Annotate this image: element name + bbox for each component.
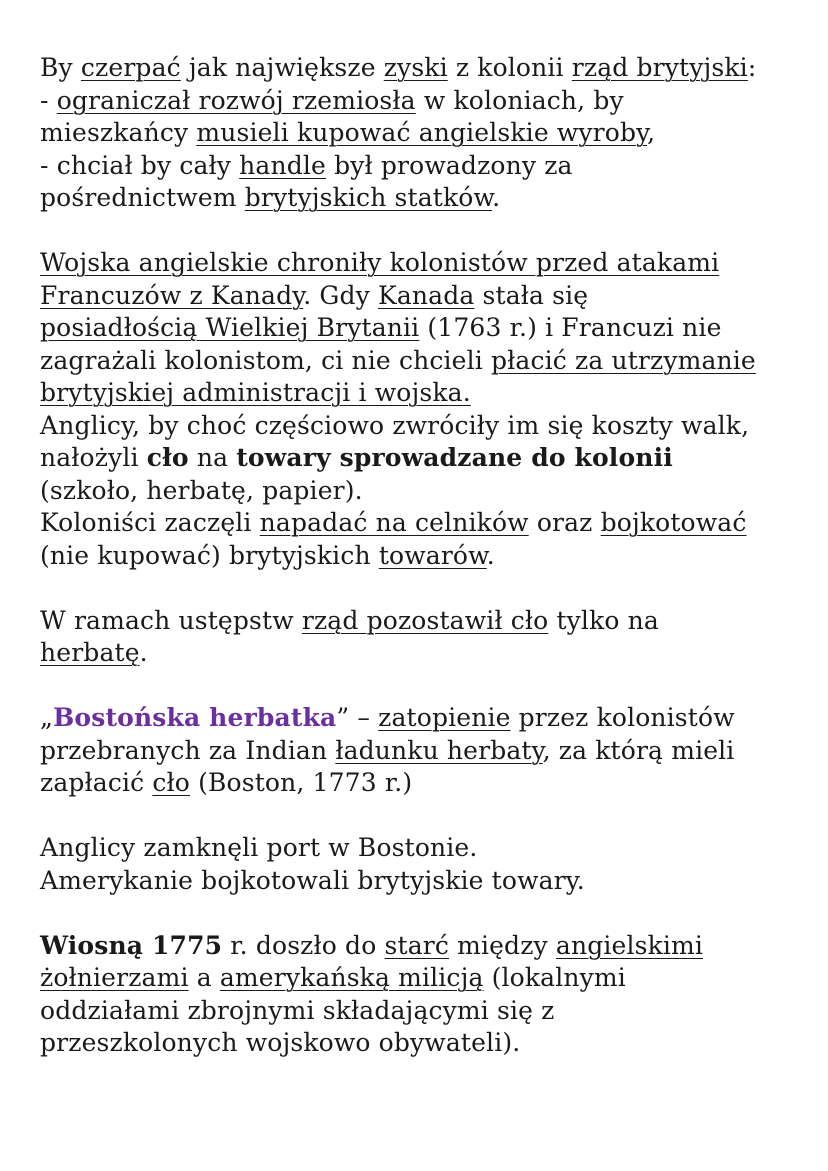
text-run: , (647, 118, 656, 147)
text-run: (lokalnymi (483, 963, 626, 992)
text-line (40, 182, 810, 215)
text-line (40, 507, 810, 540)
underlined-text: Francuzów z Kanady (40, 280, 304, 310)
text-run: Anglicy zamknęli port w Bostonie. (40, 833, 478, 862)
text-line (40, 767, 810, 800)
underlined-text: zyski (383, 53, 448, 82)
text-run: był prowadzony za (325, 150, 573, 180)
underlined-text: amerykańską milicją (219, 963, 484, 992)
text-run: przeszkolonych wojskowo obywateli). (40, 1028, 521, 1057)
text-run: między (449, 930, 556, 960)
paragraph (40, 702, 810, 800)
underlined-text: napadać na celników (259, 508, 529, 537)
text-line (40, 345, 810, 378)
text-run: - chciał by cały (40, 150, 240, 180)
text-line (40, 962, 810, 995)
bold-text: Wiosną 1775 (40, 930, 223, 960)
text-line (40, 410, 810, 443)
underlined-text: ograniczał rozwój rzemiosła (56, 85, 416, 115)
text-run: pośrednictwem (40, 183, 245, 212)
text-line (40, 52, 810, 85)
underlined-text: cło (152, 768, 190, 797)
text-run: „ (40, 703, 54, 732)
text-run: (Boston, 1773 r.) (190, 768, 413, 797)
text-run: w koloniach, by (415, 85, 624, 115)
text-run: tylko na (548, 605, 659, 635)
text-line (40, 735, 810, 768)
underlined-text: handle (239, 150, 326, 180)
text-line (40, 1027, 810, 1060)
underlined-text: Wojska angielskie chroniły kolonistów przed atakami (40, 248, 720, 277)
paragraph-gap (40, 572, 810, 605)
text-line (40, 540, 810, 573)
text-run: nałożyli (40, 443, 147, 472)
text-run: - (40, 85, 57, 115)
underlined-text: zatopienie (378, 703, 511, 732)
paragraph-gap (40, 670, 810, 703)
text-run: . (492, 183, 501, 212)
underlined-text: towarów (378, 540, 487, 570)
text-line (40, 637, 810, 670)
text-run: W ramach ustępstw (40, 605, 302, 635)
underlined-text: musieli kupować angielskie wyroby (196, 118, 648, 147)
paragraph (40, 832, 810, 897)
bold-text: towary sprowadzane do kolonii (236, 443, 673, 472)
underlined-text: herbatę (40, 638, 140, 667)
text-line (40, 605, 810, 638)
underlined-text: płacić za utrzymanie (490, 345, 756, 375)
paragraph-gap (40, 215, 810, 248)
text-run: zagrażali kolonistom, ci nie chcieli (40, 345, 491, 375)
text-run: jak największe (180, 53, 384, 82)
text-line (40, 377, 810, 410)
text-run: Amerykanie bojkotowali brytyjskie towary. (40, 865, 585, 895)
text-run: z kolonii (447, 53, 572, 82)
text-run: mieszkańcy (40, 118, 197, 147)
text-run: stała się (474, 280, 589, 310)
text-line (40, 475, 810, 508)
underlined-text: rząd brytyjski (571, 53, 748, 82)
text-run: na (188, 443, 237, 472)
bold-text: cło (146, 443, 189, 472)
text-line (40, 117, 810, 150)
underlined-text: Kanada (378, 280, 475, 310)
text-run: . Gdy (303, 280, 379, 310)
text-run: (szkoło, herbatę, papier). (40, 475, 363, 505)
text-run: . (139, 638, 148, 667)
text-line (40, 150, 810, 183)
underlined-text: starć (384, 930, 449, 960)
underlined-text: bojkotować (600, 508, 747, 537)
text-run: zapłacić (40, 768, 153, 797)
text-line (40, 995, 810, 1028)
underlined-text: brytyjskich statków (244, 183, 493, 212)
text-run: (nie kupować) brytyjskich (40, 540, 379, 570)
underlined-text: posiadłością Wielkiej Brytanii (40, 313, 420, 342)
text-line (40, 442, 810, 475)
paragraph (40, 930, 810, 1060)
highlighted-term: Bostońska herbatka (53, 703, 337, 732)
text-run: : (747, 53, 757, 82)
text-line (40, 312, 810, 345)
text-run: Anglicy, by choć częściowo zwróciły im się koszty walk, (40, 410, 750, 440)
text-line (40, 702, 810, 735)
text-line (40, 930, 810, 963)
text-line (40, 247, 810, 280)
text-run: przez kolonistów (510, 703, 735, 732)
text-run: . (486, 540, 495, 570)
paragraph-gap (40, 897, 810, 930)
text-line (40, 280, 810, 313)
text-line (40, 85, 810, 118)
text-run: ” – (336, 703, 379, 732)
underlined-text: ładunku herbaty (335, 735, 543, 765)
text-run: , za którą mieli (542, 735, 735, 765)
text-run: a (188, 963, 220, 992)
text-run: By (40, 53, 81, 82)
text-run: r. doszło do (222, 930, 385, 960)
paragraph (40, 52, 810, 215)
text-run: Koloniści zaczęli (40, 508, 260, 537)
text-line (40, 865, 810, 898)
underlined-text: brytyjskiej administracji i wojska. (40, 378, 471, 407)
document-body (40, 52, 810, 1060)
underlined-text: żołnierzami (40, 963, 189, 992)
paragraph-gap (40, 800, 810, 833)
underlined-text: czerpać (80, 53, 181, 82)
underlined-text: rząd pozostawił cło (301, 605, 549, 635)
paragraph (40, 605, 810, 670)
paragraph (40, 247, 810, 572)
text-run: oraz (528, 508, 601, 537)
text-run: oddziałami zbrojnymi składającymi się z (40, 995, 555, 1025)
text-line (40, 832, 810, 865)
underlined-text: angielskimi (555, 930, 704, 960)
text-run: (1763 r.) i Francuzi nie (419, 313, 722, 342)
text-run: przebranych za Indian (40, 735, 336, 765)
